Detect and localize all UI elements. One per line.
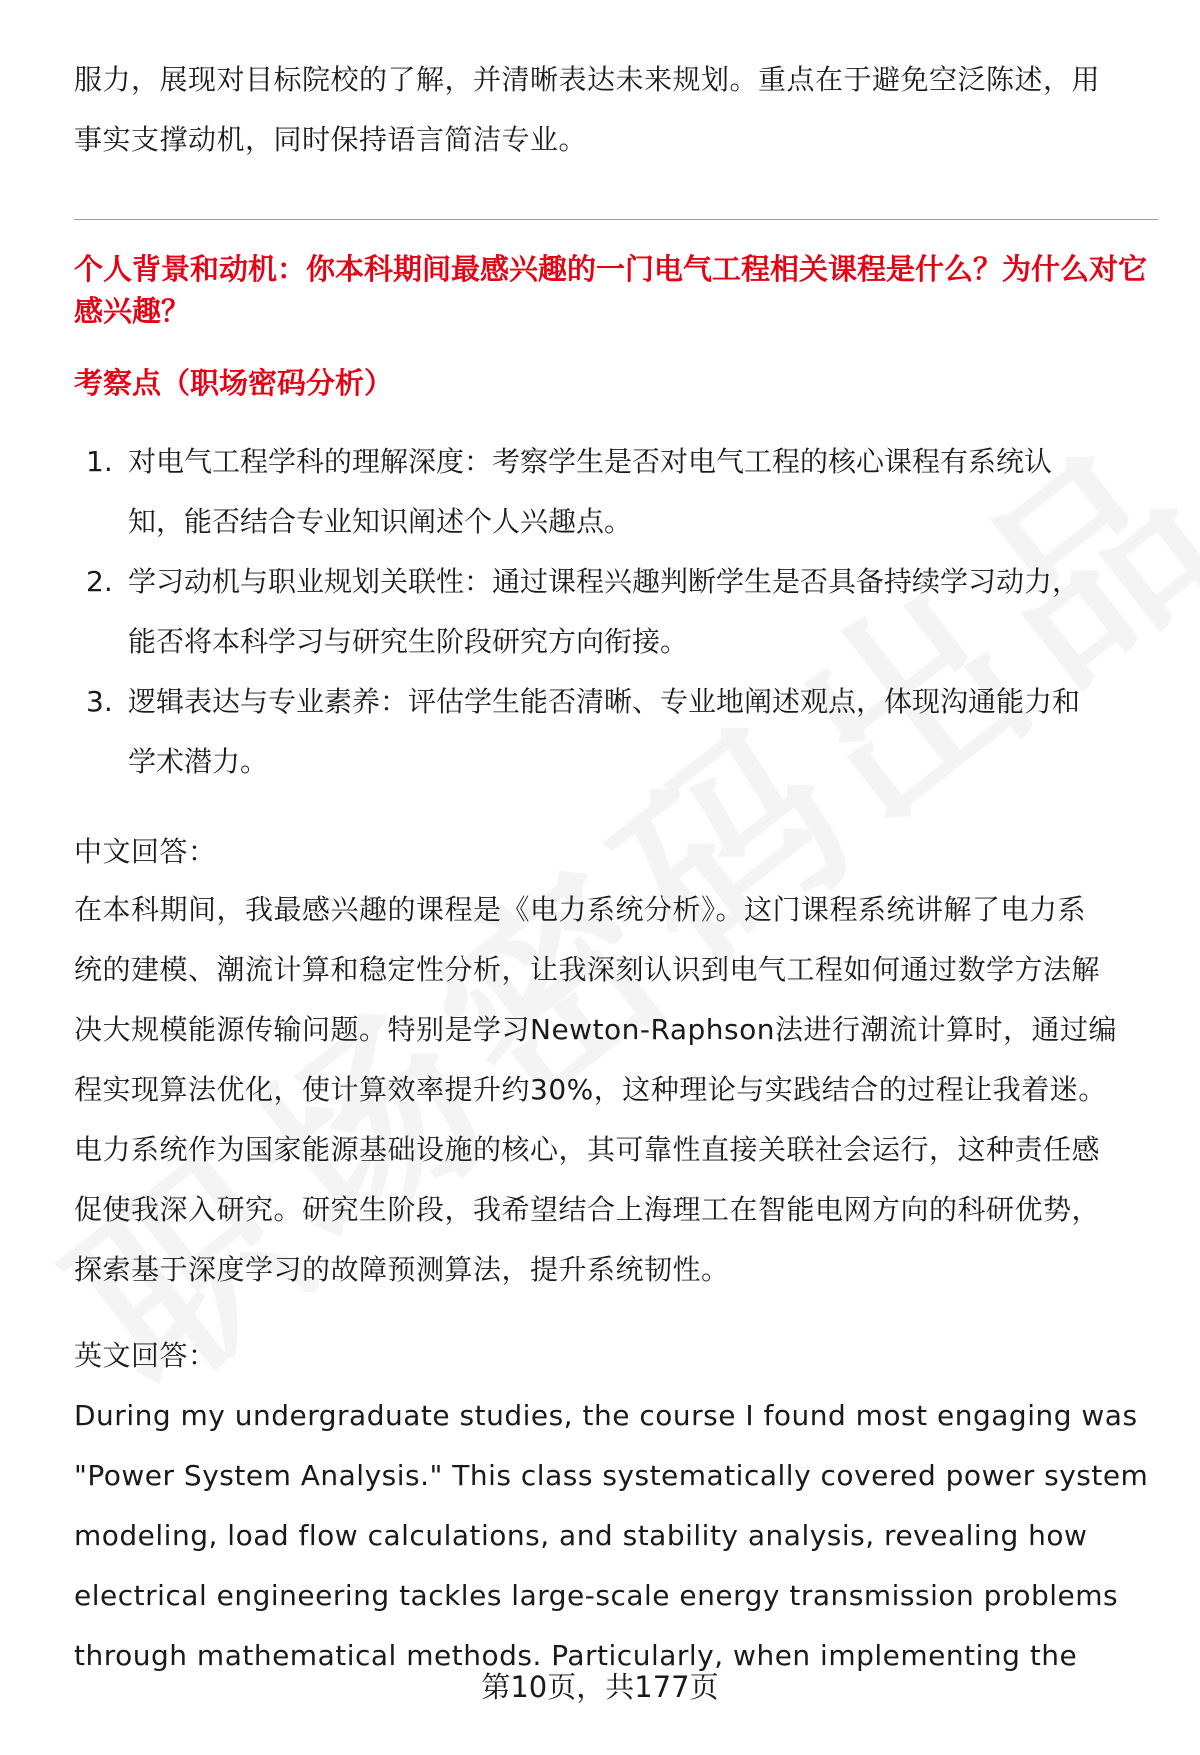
key-point-item bbox=[74, 672, 1158, 792]
key-point-item bbox=[74, 552, 1158, 672]
chinese-answer bbox=[74, 880, 1158, 1300]
intro-line: 事实支撑动机，同时保持语言简洁专业。 bbox=[74, 123, 588, 156]
key-point-line: 知，能否结合专业知识阐述个人兴趣点。 bbox=[128, 505, 633, 538]
key-points-heading: 考察点（职场密码分析） bbox=[74, 366, 394, 400]
key-points-list bbox=[74, 432, 1158, 792]
page-footer: 第10页，共177页 bbox=[481, 1670, 719, 1704]
answer-line: through mathematical methods. Particularly, when implementing the bbox=[74, 1639, 1078, 1672]
answer-line: "Power System Analysis." This class systematically covered power system bbox=[74, 1459, 1149, 1492]
key-point-line: 能否将本科学习与研究生阶段研究方向衔接。 bbox=[128, 625, 689, 658]
key-point-line: 学术潜力。 bbox=[128, 745, 269, 778]
key-point-line: 对电气工程学科的理解深度：考察学生是否对电气工程的核心课程有系统认 bbox=[128, 445, 1053, 478]
answer-line: modeling, load flow calculations, and stability analysis, revealing how bbox=[74, 1519, 1088, 1552]
list-number: 1. bbox=[86, 445, 113, 478]
key-point-line: 逻辑表达与专业素养：评估学生能否清晰、专业地阐述观点，体现沟通能力和 bbox=[128, 685, 1081, 718]
answer-line: During my undergraduate studies, the course I found most engaging was bbox=[74, 1399, 1138, 1432]
english-answer-label: 英文回答： bbox=[74, 1339, 217, 1372]
answer-line: 电力系统作为国家能源基础设施的核心，其可靠性直接关联社会运行，这种责任感 bbox=[74, 1133, 1101, 1166]
answer-line: 统的建模、潮流计算和稳定性分析，让我深刻认识到电气工程如何通过数学方法解 bbox=[74, 953, 1101, 986]
list-number: 3. bbox=[86, 685, 113, 718]
intro-line: 服力，展现对目标院校的了解，并清晰表达未来规划。重点在于避免空泛陈述，用 bbox=[74, 63, 1101, 96]
list-number: 2. bbox=[86, 565, 113, 598]
answer-line: 决大规模能源传输问题。特别是学习Newton-Raphson法进行潮流计算时，通过编 bbox=[74, 1013, 1118, 1046]
answer-line: 在本科期间，我最感兴趣的课程是《电力系统分析》。这门课程系统讲解了电力系 bbox=[74, 893, 1087, 926]
answer-line: 促使我深入研究。研究生阶段，我希望结合上海理工在智能电网方向的科研优势， bbox=[74, 1193, 1101, 1226]
answer-line: 探索基于深度学习的故障预测算法，提升系统韧性。 bbox=[74, 1253, 730, 1286]
intro-paragraph bbox=[74, 50, 1154, 170]
chinese-answer-label: 中文回答： bbox=[74, 835, 217, 868]
answer-line: electrical engineering tackles large-scale energy transmission problems bbox=[74, 1579, 1119, 1612]
section-divider bbox=[74, 219, 1158, 220]
english-answer bbox=[74, 1386, 1158, 1686]
question-heading: 个人背景和动机：你本科期间最感兴趣的一门电气工程相关课程是什么？为什么对它感兴趣？ bbox=[74, 252, 1148, 328]
key-point-item bbox=[74, 432, 1158, 552]
document-page bbox=[74, 0, 1158, 1755]
answer-line: 程实现算法优化，使计算效率提升约30%，这种理论与实践结合的过程让我着迷。 bbox=[74, 1073, 1107, 1106]
key-point-line: 学习动机与职业规划关联性：通过课程兴趣判断学生是否具备持续学习动力， bbox=[128, 565, 1081, 598]
